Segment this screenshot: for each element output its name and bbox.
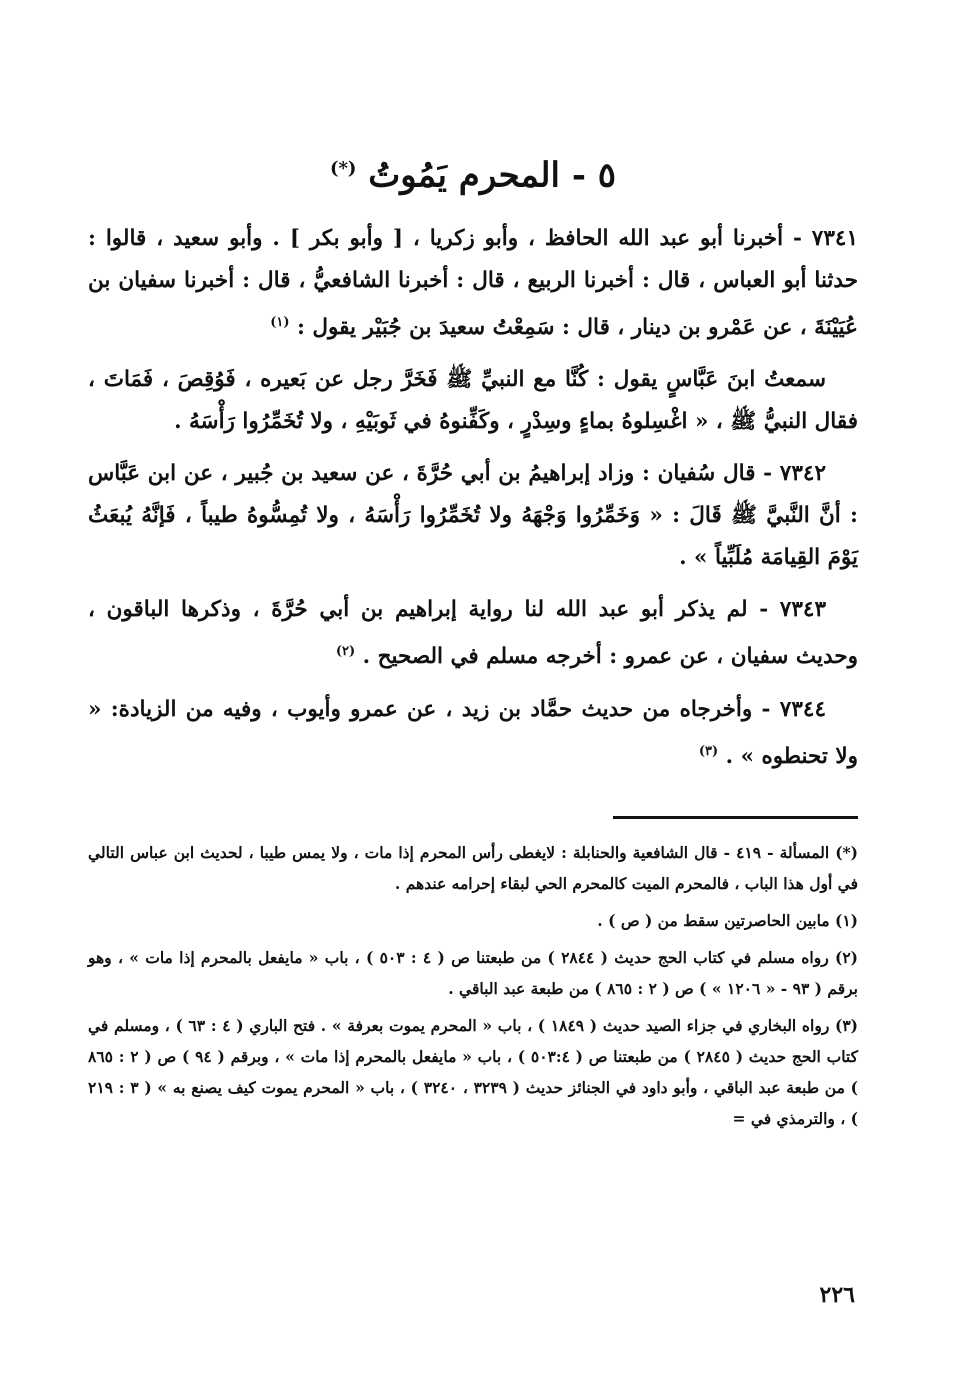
page-number: ٢٢٦ xyxy=(819,1282,855,1308)
footnote-2: (٢) رواه مسلم في كتاب الحج حديث ( ٢٨٤٤ ) من طبعتنا ص ( ٤ : ٥٠٣ ) ، باب « مايفعل بالمحرم إذا مات » ، وهو برقم ( ٩٣ - « ١٢٠٦ » ) ص ( ٢ : ٨٦٥ ) من طبعة عبد الباقي . xyxy=(88,947,858,998)
hadith-7341-matn-text: سمعتُ ابنَ عَبَّاسٍ يقول : كُنَّا مع النبيِّ ﷺ فَخَرَّ رجل عن بَعيره ، فَوُقِصَ ، فَمَاتَ ، فقال النبيُّ ﷺ ، « اغْسِلوهُ بماءٍ وسِدْرٍ ، وكَفِّنوهُ في ثَوبَيْهِ ، ولا تُخَمِّرُوا رَأْسَهُ . xyxy=(88,367,858,435)
footnote-3: (٣) رواه البخاري في جزاء الصيد حديث ( ١٨٤٩ ) ، باب « المحرم يموت بعرفة » . فتح الباري ( ٤ : ٦٣ ) ، ومسلم في كتاب الحج حديث ( ٢٨٤٥ ) من طبعتنا ص ( ٥٠٣:٤ ) ، باب « مايفعل بالمحرم إذا مات » ، وبرقم ( ٩٤ ) ص ( ٢ : ٨٦٥ ) من طبعة عبد الباقي ، وأبو داود في الجنائز حديث ( ٣٢٣٩ ، ٣٢٤٠ ) ، باب « المحرم يموت كيف يصنع به » ( ٣ : ٢١٩ ) ، والترمذي في = xyxy=(88,1015,859,1128)
chapter-title-text: ٥ - المحرم يَمُوتُ xyxy=(368,155,617,196)
footnote-ref-2: (٢) xyxy=(335,644,356,660)
hadith-7343 xyxy=(88,589,858,678)
chapter-title-footnote-mark: (*) xyxy=(329,158,357,179)
footnote-1: (١) مابين الحاصرتين سقط من ( ص ) . xyxy=(597,910,858,930)
hadith-7341 xyxy=(88,218,858,349)
hadith-7342-text: ٧٣٤٢ - قال سُفيان : وزاد إبراهيمُ بن أبي حُرَّةَ ، عن سعيد بن جُبير ، عن ابن عَبَّاس : أنَّ النَّبيَّ ﷺ قَالَ : « وَخَمِّرُوا وَجْهَهُ ولا تُخَمِّرُوا رَأْسَهُ ، ولا تُمِسُّوهُ طيباً ، فَإنَّهُ يُبعَثُ يَوْمَ القِيامَة مُلَبِّياً » . xyxy=(88,461,858,571)
footnote-ref-3: (٣) xyxy=(698,743,719,759)
hadith-7343-text: ٧٣٤٣ - لم يذكر أبو عبد الله لنا رواية إبراهيم بن أبي حُرَّةَ ، وذكرها الباقون ، وحديث سفيان ، عن عمرو : أخرجه مسلم في الصحيح . xyxy=(88,597,858,670)
hadith-7344 xyxy=(88,689,858,778)
page-body xyxy=(88,140,858,1140)
hadith-7344-text: ٧٣٤٤ - وأخرجاه من حديث حمَّاد بن زيد ، عن عمرو وأيوب ، وفيه من الزيادة: « ولا تحنطوه » . xyxy=(88,696,858,769)
footnote-star: (*) المسألة - ٤١٩ - قال الشافعية والحنابلة : لايغطى رأس المحرم إذا مات ، ولا يمس طيبا ، لحديث ابن عباس التالي في أول هذا الباب ، فالمحرم الميت كالمحرم الحي لبقاء إحرامه عندهم . xyxy=(88,842,859,893)
hadith-7341-text: ٧٣٤١ - أخبرنا أبو عبد الله الحافظ ، وأبو زكريا ، [ وأبو بكر ] . وأبو سعيد ، قالوا : حدثنا أبو العباس ، قال : أخبرنا الربيع ، قال : أخبرنا الشافعيُّ ، قال : أخبرنا سفيان بن عُيَيْنَةَ ، عن عَمْرو بن دينار ، قال : سَمِعْتُ سعيدَ بن جُبَيْر يقول : xyxy=(88,226,858,341)
hadith-7341-matn xyxy=(88,359,858,443)
hadith-7342 xyxy=(88,453,858,579)
footnote-separator xyxy=(613,816,858,819)
footnote-ref-1: (١) xyxy=(270,315,290,331)
chapter-title xyxy=(88,140,858,204)
